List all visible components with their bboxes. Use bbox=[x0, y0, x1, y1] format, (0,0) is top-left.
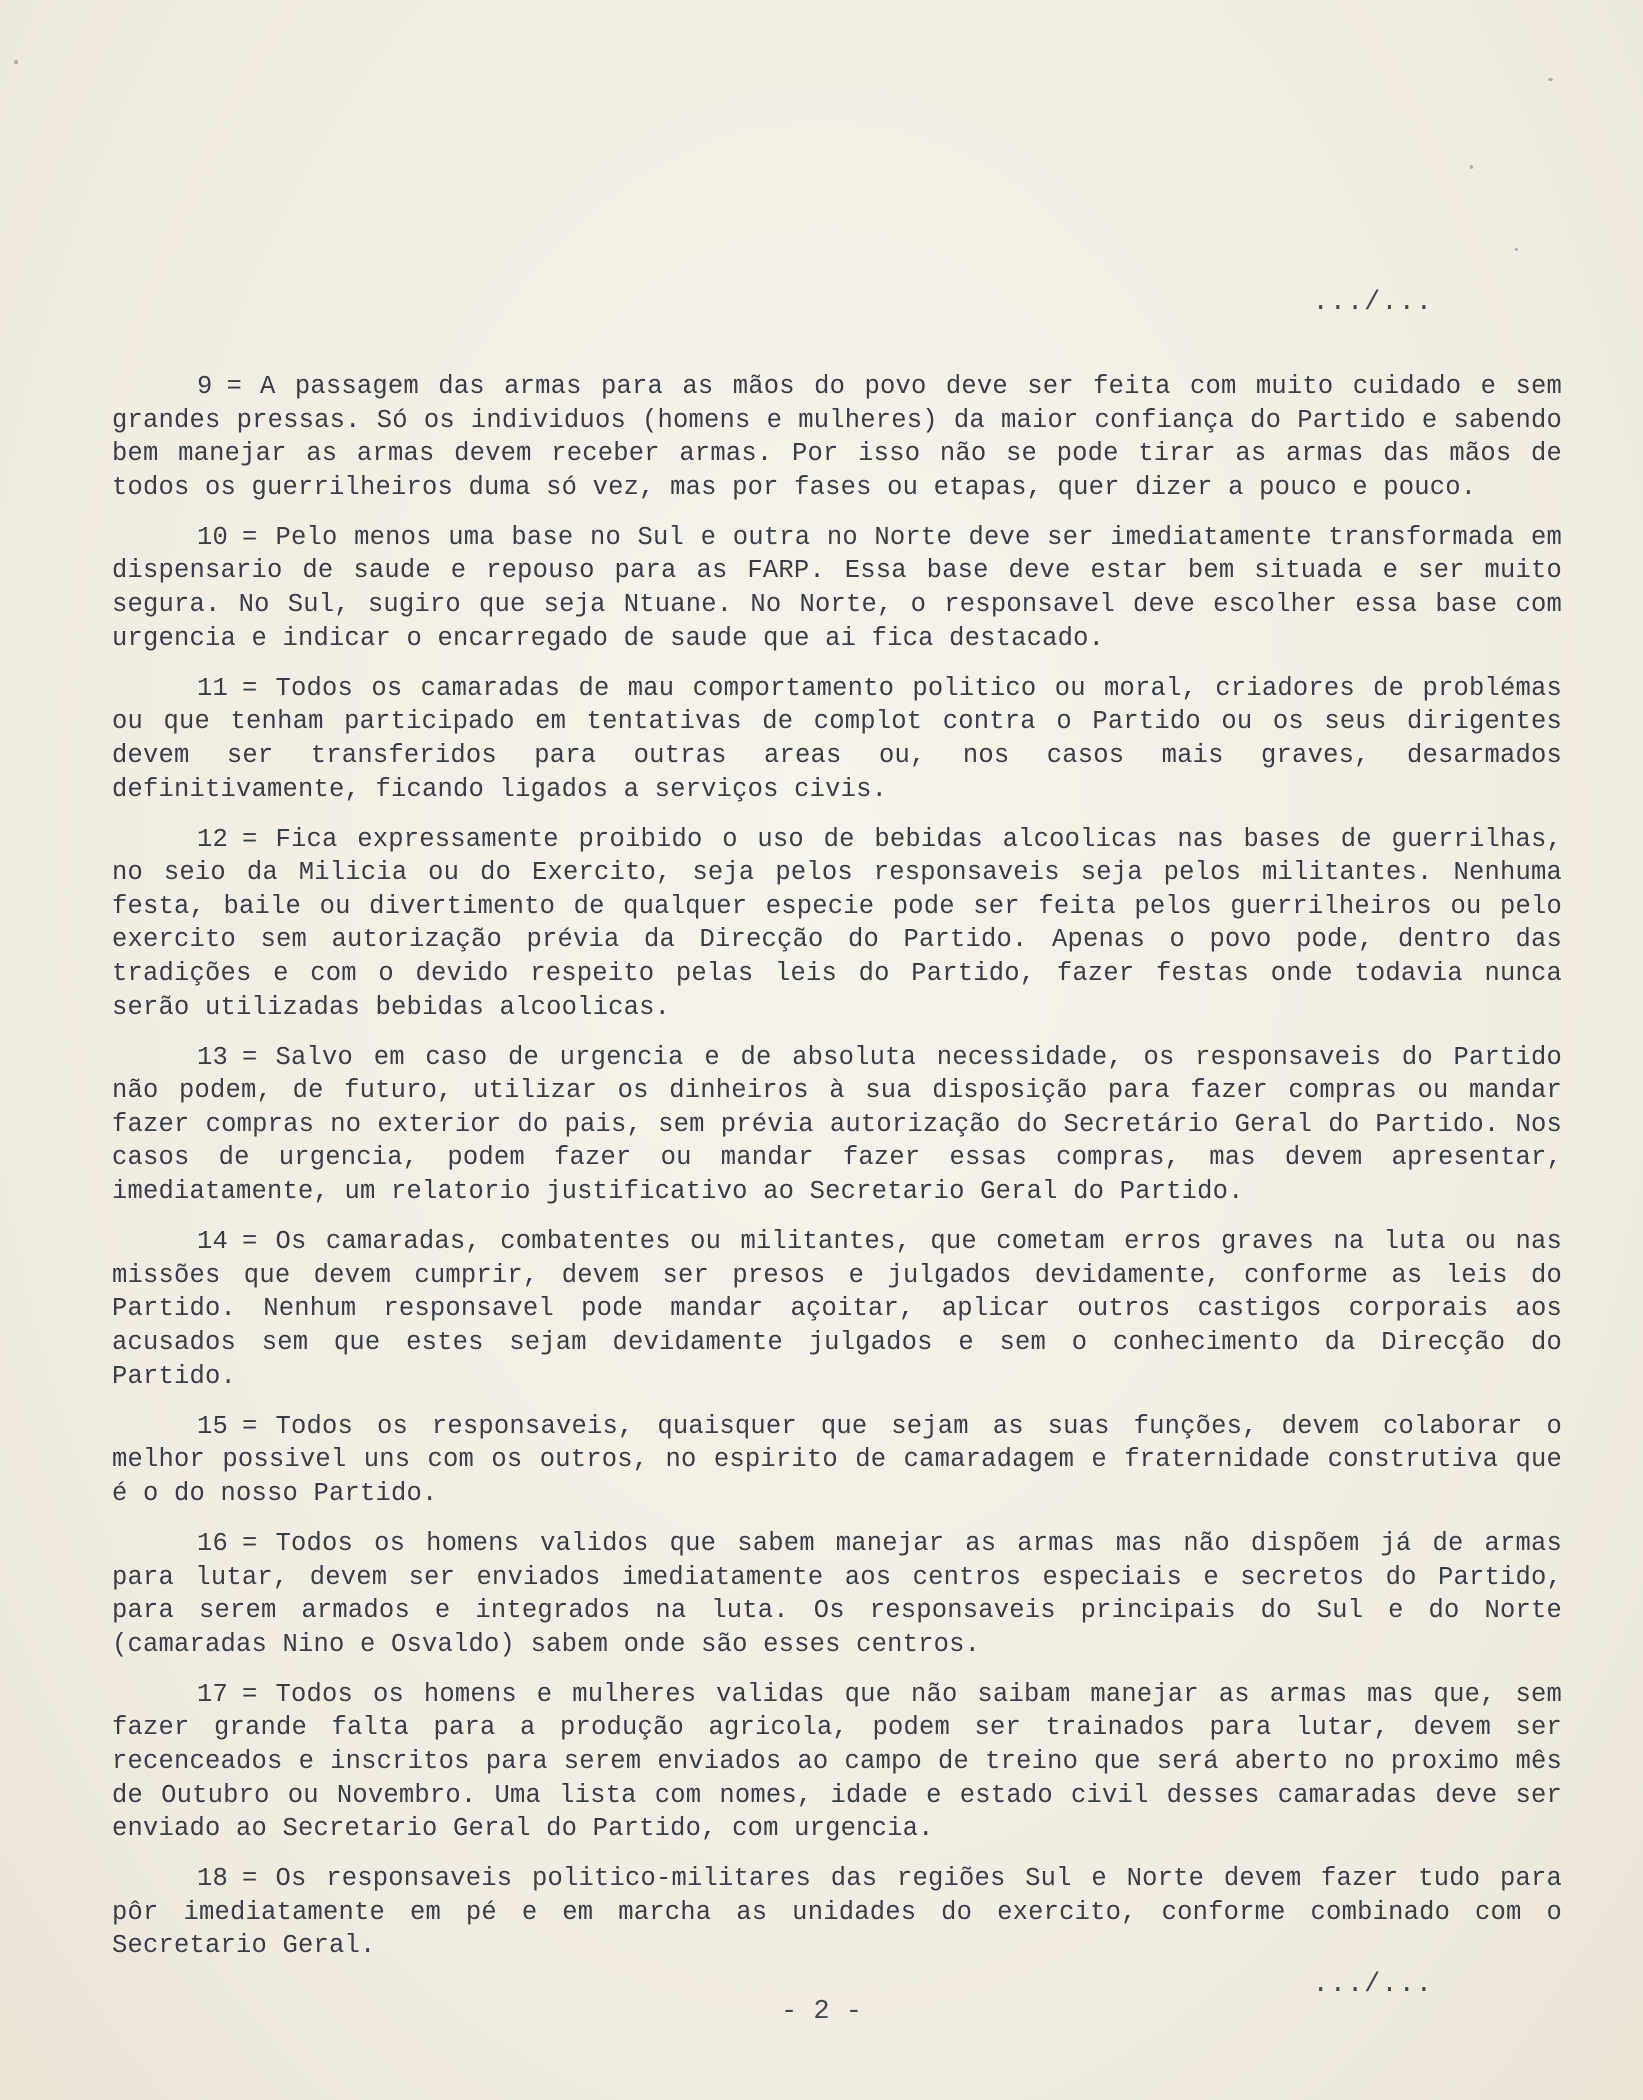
paragraph-number: 9 bbox=[197, 372, 213, 401]
paragraph-text: Os responsaveis politico-militares das regiões Sul e Norte devem fazer tudo para pôr imediatamente em pé e em marcha as unidades do exercito, conforme combinado com o Secretario Geral. bbox=[112, 1864, 1562, 1961]
page-number: - 2 - bbox=[780, 1997, 862, 2027]
paragraph-number: 14 bbox=[197, 1227, 229, 1257]
paragraph-text: Todos os homens e mulheres validas que não saibam manejar as armas mas que, sem fazer grande falta para a produção agricola, podem ser trainados para lutar, devem ser recenceados e inscritos para serem enviados ao campo de treino que será aberto no proximo mês de Outubro ou Novembro. Uma lista com nomes, idade e estado civil desses camaradas deve ser enviado ao Secretario Geral do Partido, com urgencia. bbox=[112, 1679, 1562, 1844]
paragraph-text: Fica expressamente proibido o uso de bebidas alcoolicas nas bases de guerrilhas, no seio da Milicia ou do Exercito, seja pelos responsaveis seja pelos militantes. Nenhuma festa, baile ou divertimento de qualquer especie pode ser feita pelos guerrilheiros ou pelo exercito sem autorização prévia da Direcção do Partido. Apenas o povo pode, dentro das tradições e com o devido respeito pelas leis do Partido, fazer festas onde todavia nunca serão utilizadas bebidas alcoolicas. bbox=[112, 824, 1562, 1022]
paragraph-number: 16 bbox=[197, 1528, 229, 1558]
paragraph-number: 10 bbox=[197, 522, 229, 552]
paragraph-12: 12 = Fica expressamente proibido o uso de bebidas alcoolicas nas bases de guerrilhas, no seio da Milicia ou do Exercito, seja pelos responsaveis seja pelos militantes. Nenhuma festa, baile ou divertimento de qualquer especie pode ser feita pelos guerrilheiros ou pelo exercito sem autorização prévia da Direcção do Partido. Apenas o povo pode, dentro das tradições e com o devido respeito pelas leis do Partido, fazer festas onde todavia nunca serão utilizadas bebidas alcoolicas. bbox=[112, 824, 1562, 1022]
paragraph-number: 17 bbox=[197, 1679, 229, 1709]
document-body bbox=[112, 370, 1562, 1980]
paragraph-14: 14 = Os camaradas, combatentes ou militantes, que cometam erros graves na luta ou nas missões que devem cumprir, devem ser presos e julgados devidamente, conforme as leis do Partido. Nenhum responsavel pode mandar açoitar, aplicar outros castigos corporais aos acusados sem que estes sejam devidamente julgados e sem o conhecimento da Direcção do Partido. bbox=[112, 1227, 1562, 1391]
paragraph-17: 17 = Todos os homens e mulheres validas que não saibam manejar as armas mas que, sem fazer grande falta para a produção agricola, podem ser trainados para lutar, devem ser recenceados e inscritos para serem enviados ao campo de treino que será aberto no proximo mês de Outubro ou Novembro. Uma lista com nomes, idade e estado civil desses camaradas deve ser enviado ao Secretario Geral do Partido, com urgencia. bbox=[112, 1679, 1562, 1844]
paper-speck bbox=[1548, 78, 1553, 81]
paragraph-16: 16 = Todos os homens validos que sabem manejar as armas mas não dispõem já de armas para lutar, devem ser enviados imediatamente aos centros especiais e secretos do Partido, para serem armados e integrados na luta. Os responsaveis principais do Sul e do Norte (camaradas Nino e Osvaldo) sabem onde são esses centros. bbox=[112, 1528, 1562, 1659]
paragraph-number: 13 bbox=[197, 1042, 229, 1072]
paper-speck bbox=[1515, 248, 1518, 251]
paragraph-13: 13 = Salvo em caso de urgencia e de absoluta necessidade, os responsaveis do Partido não podem, de futuro, utilizar os dinheiros à sua disposição para fazer compras ou mandar fazer compras no exterior do pais, sem prévia autorização do Secretário Geral do Partido. Nos casos de urgencia, podem fazer ou mandar fazer essas compras, mas devem apresentar, imediatamente, um relatorio justificativo ao Secretario Geral do Partido. bbox=[112, 1042, 1562, 1207]
paragraph-number: 11 bbox=[197, 673, 229, 703]
paragraph-text: Todos os camaradas de mau comportamento politico ou moral, criadores de problémas ou que tenham participado em tentativas de complot contra o Partido ou os seus dirigentes devem ser transferidos para outras areas ou, nos casos mais graves, desarmados definitivamente, ficando ligados a serviços civis. bbox=[112, 673, 1562, 804]
paragraph-number: 12 bbox=[197, 824, 229, 854]
continuation-marker-bottom: .../... bbox=[1312, 1970, 1433, 2000]
paper-speck bbox=[1470, 165, 1473, 169]
paper-speck bbox=[14, 60, 18, 64]
paragraph-9: 9 = A passagem das armas para as mãos do povo deve ser feita com muito cuidado e sem grandes pressas. Só os individuos (homens e mulheres) da maior confiança do Partido e sabendo bem manejar as armas devem receber armas. Por isso não se pode tirar as armas das mãos de todos os guerrilheiros duma só vez, mas por fases ou etapas, quer dizer a pouco e pouco. bbox=[112, 372, 1562, 502]
paragraph-number: 15 bbox=[197, 1411, 229, 1441]
paragraph-18: 18 = Os responsaveis politico-militares das regiões Sul e Norte devem fazer tudo para pôr imediatamente em pé e em marcha as unidades do exercito, conforme combinado com o Secretario Geral. bbox=[112, 1864, 1562, 1961]
paragraph-15: 15 = Todos os responsaveis, quaisquer que sejam as suas funções, devem colaborar o melhor possivel uns com os outros, no espirito de camaradagem e fraternidade construtiva que é o do nosso Partido. bbox=[112, 1411, 1562, 1508]
paragraph-number: 18 bbox=[197, 1864, 229, 1894]
paragraph-11: 11 = Todos os camaradas de mau comportamento politico ou moral, criadores de problémas ou que tenham participado em tentativas de complot contra o Partido ou os seus dirigentes devem ser transferidos para outras areas ou, nos casos mais graves, desarmados definitivamente, ficando ligados a serviços civis. bbox=[112, 673, 1562, 804]
paragraph-text: A passagem das armas para as mãos do povo deve ser feita com muito cuidado e sem grandes pressas. Só os individuos (homens e mulheres) da maior confiança do Partido e sabendo bem manejar as armas devem receber armas. Por isso não se pode tirar as armas das mãos de todos os guerrilheiros duma só vez, mas por fases ou etapas, quer dizer a pouco e pouco. bbox=[112, 372, 1562, 502]
continuation-marker-top: .../... bbox=[1312, 288, 1433, 318]
paragraph-text: Salvo em caso de urgencia e de absoluta necessidade, os responsaveis do Partido não podem, de futuro, utilizar os dinheiros à sua disposição para fazer compras ou mandar fazer compras no exterior do pais, sem prévia autorização do Secretário Geral do Partido. Nos casos de urgencia, podem fazer ou mandar fazer essas compras, mas devem apresentar, imediatamente, um relatorio justificativo ao Secretario Geral do Partido. bbox=[112, 1042, 1562, 1207]
paragraph-10: 10 = Pelo menos uma base no Sul e outra no Norte deve ser imediatamente transformada em dispensario de saude e repouso para as FARP. Essa base deve estar bem situada e ser muito segura. No Sul, sugiro que seja Ntuane. No Norte, o responsavel deve escolher essa base com urgencia e indicar o encarregado de saude que ai fica destacado. bbox=[112, 522, 1562, 653]
paragraph-text: Pelo menos uma base no Sul e outra no Norte deve ser imediatamente transformada em dispensario de saude e repouso para as FARP. Essa base deve estar bem situada e ser muito segura. No Sul, sugiro que seja Ntuane. No Norte, o responsavel deve escolher essa base com urgencia e indicar o encarregado de saude que ai fica destacado. bbox=[112, 522, 1562, 653]
paragraph-text: Todos os responsaveis, quaisquer que sejam as suas funções, devem colaborar o melhor possivel uns com os outros, no espirito de camaradagem e fraternidade construtiva que é o do nosso Partido. bbox=[112, 1411, 1562, 1508]
paragraph-text: Todos os homens validos que sabem manejar as armas mas não dispõem já de armas para lutar, devem ser enviados imediatamente aos centros especiais e secretos do Partido, para serem armados e integrados na luta. Os responsaveis principais do Sul e do Norte (camaradas Nino e Osvaldo) sabem onde são esses centros. bbox=[112, 1528, 1562, 1659]
paragraph-text: Os camaradas, combatentes ou militantes, que cometam erros graves na luta ou nas missões que devem cumprir, devem ser presos e julgados devidamente, conforme as leis do Partido. Nenhum responsavel pode mandar açoitar, aplicar outros castigos corporais aos acusados sem que estes sejam devidamente julgados e sem o conhecimento da Direcção do Partido. bbox=[112, 1227, 1562, 1391]
